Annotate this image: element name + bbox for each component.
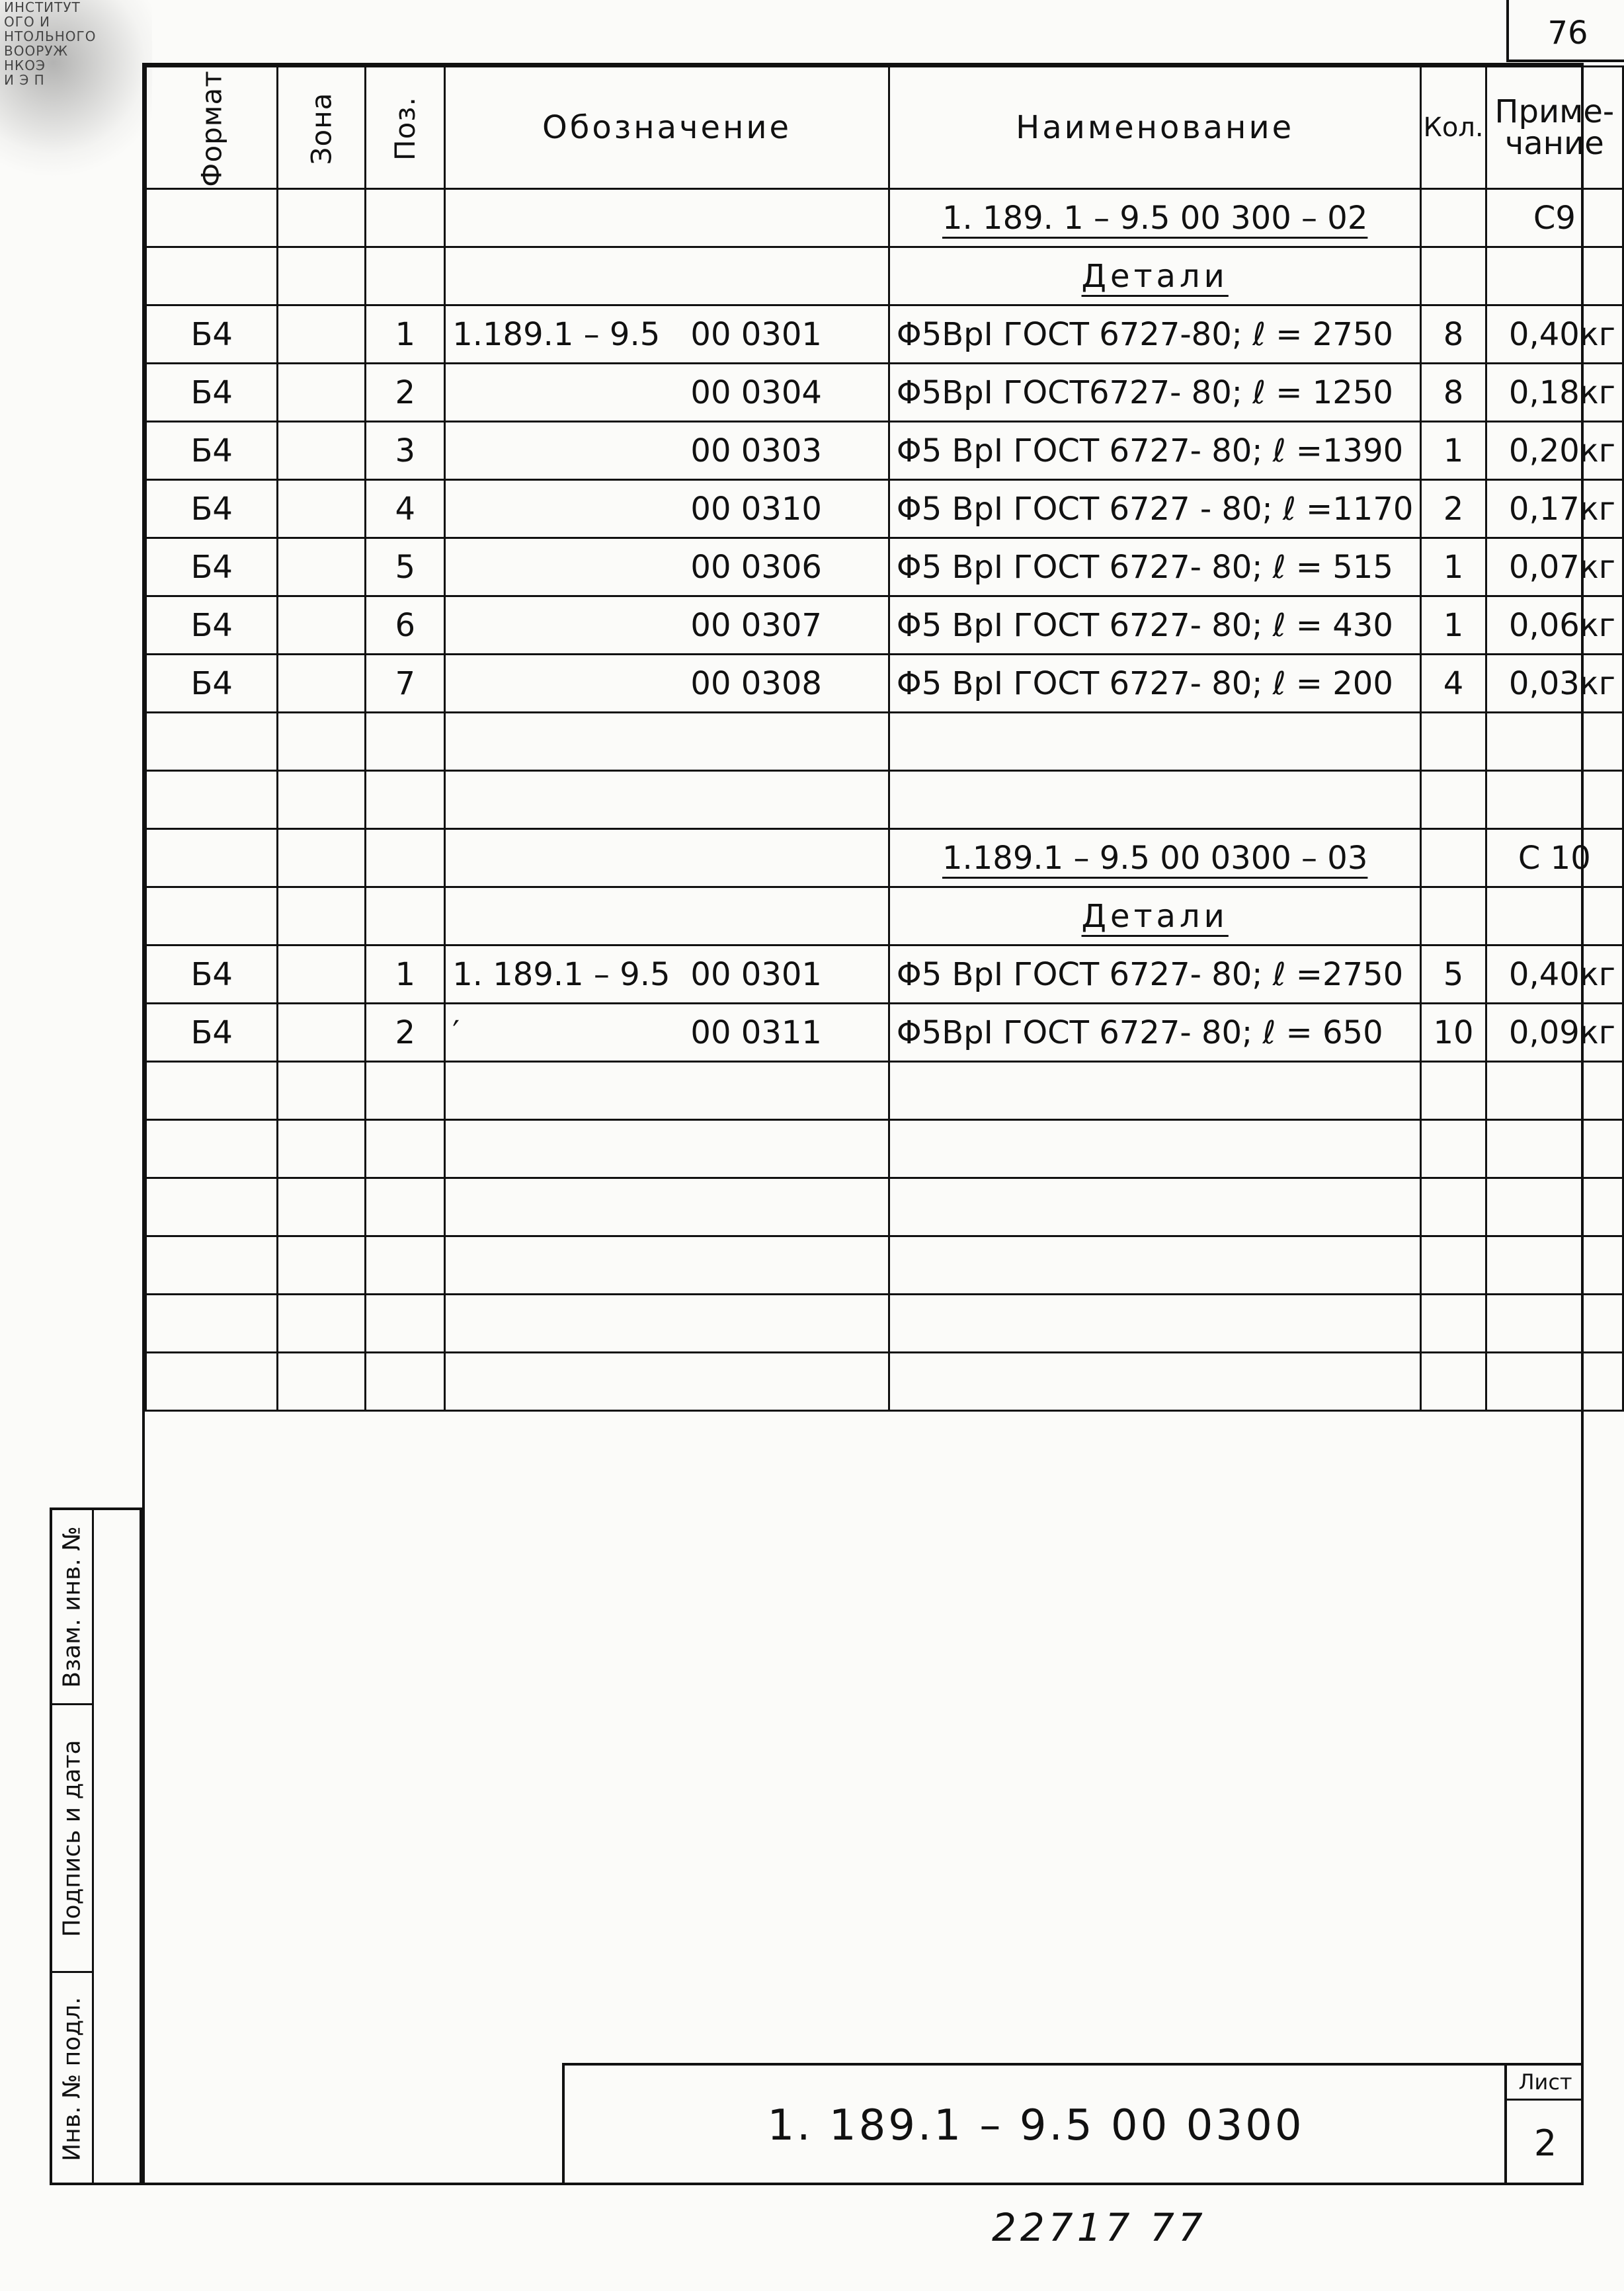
cell-designation: [445, 189, 889, 247]
table-row: [146, 1004, 1623, 1062]
cell-designation: [445, 364, 889, 422]
cell-designation: [445, 713, 889, 771]
sheet-value: 2: [1533, 2122, 1557, 2164]
table-row: [146, 1353, 1623, 1411]
cell-designation: [445, 771, 889, 829]
designation-number: 00 0310: [690, 490, 822, 528]
cell-designation: [445, 655, 889, 713]
table-row: [146, 771, 1623, 829]
cell-zone: [278, 1178, 366, 1236]
cell-note: 0,20кг: [1486, 422, 1623, 480]
section-title: Детали: [1081, 897, 1229, 935]
cell-format: Б4: [146, 945, 278, 1004]
item-name: Φ5ВрI ГОСТ6727- 80; ℓ = 1250: [896, 374, 1393, 411]
stamp-line: ОГО И: [4, 14, 50, 30]
cell-format: [146, 1236, 278, 1295]
side-stamp-block: [50, 1507, 142, 2185]
cell-format: Б4: [146, 1004, 278, 1062]
table-row: [146, 1062, 1623, 1120]
item-name: Φ5 ВрI ГОСТ 6727 - 80; ℓ =1170: [896, 490, 1414, 528]
designation-number: 00 0301: [690, 955, 822, 993]
designation-number: 00 0304: [690, 374, 822, 411]
cell-designation: [445, 1353, 889, 1411]
side-label-inv-orig: Инв. № подл.: [58, 1997, 86, 2161]
cell-zone: [278, 1120, 366, 1178]
header-format-label: Формат: [195, 70, 228, 187]
table-row: [146, 945, 1623, 1004]
cell-pos: [366, 887, 445, 945]
header-format: [146, 67, 278, 189]
cell-name: [889, 655, 1421, 713]
cell-zone: [278, 1236, 366, 1295]
designation-number: 00 0303: [690, 432, 822, 469]
header-note: Приме-чание: [1486, 67, 1623, 189]
cell-designation: [445, 247, 889, 305]
cell-note: 0,40кг: [1486, 305, 1623, 364]
cell-pos: 1: [366, 945, 445, 1004]
cell-zone: [278, 655, 366, 713]
designation-wrap: [452, 1014, 881, 1051]
cell-format: [146, 1295, 278, 1353]
cell-pos: 7: [366, 655, 445, 713]
cell-zone: [278, 189, 366, 247]
side-cell-sign-date: [52, 1705, 92, 1973]
cell-format: [146, 189, 278, 247]
cell-name: [889, 189, 1421, 247]
cell-name: [889, 480, 1421, 538]
cell-qty: [1421, 713, 1486, 771]
stamp-line: ИНСТИТУТ: [4, 0, 81, 15]
cell-qty: 8: [1421, 364, 1486, 422]
cell-format: [146, 1353, 278, 1411]
cell-qty: [1421, 829, 1486, 887]
cell-note: [1486, 1236, 1623, 1295]
cell-qty: [1421, 189, 1486, 247]
cell-qty: 1: [1421, 596, 1486, 655]
cell-zone: [278, 596, 366, 655]
cell-name: [889, 1004, 1421, 1062]
designation-number: 00 0301: [690, 315, 822, 353]
designation-wrap: [452, 549, 881, 586]
side-cell-inv-orig: [52, 1973, 92, 2185]
cell-note: С9: [1486, 189, 1623, 247]
cell-name: [889, 771, 1421, 829]
cell-note: [1486, 1353, 1623, 1411]
cell-note: [1486, 247, 1623, 305]
table-row: [146, 596, 1623, 655]
cell-format: [146, 247, 278, 305]
cell-designation: [445, 422, 889, 480]
designation-wrap: [452, 432, 881, 469]
cell-name: [889, 1295, 1421, 1353]
cell-qty: [1421, 247, 1486, 305]
table-row: [146, 887, 1623, 945]
designation-number: 00 0307: [690, 606, 822, 644]
cell-qty: [1421, 1178, 1486, 1236]
cell-name: [889, 596, 1421, 655]
cell-pos: [366, 829, 445, 887]
cell-zone: [278, 829, 366, 887]
stamp-line: ВООРУЖ: [4, 43, 68, 59]
document-code: 1. 189.1 – 9.5 00 0300: [767, 2101, 1305, 2150]
cell-name: [889, 1236, 1421, 1295]
cell-note: [1486, 1178, 1623, 1236]
designation-wrap: [452, 374, 881, 411]
cell-format: [146, 887, 278, 945]
cell-note: 0,03кг: [1486, 655, 1623, 713]
cell-pos: [366, 1178, 445, 1236]
cell-format: Б4: [146, 596, 278, 655]
header-zone: [278, 67, 366, 189]
designation-wrap: [452, 607, 881, 644]
cell-qty: [1421, 1353, 1486, 1411]
cell-format: [146, 1062, 278, 1120]
cell-note: 0,09кг: [1486, 1004, 1623, 1062]
section-title: Детали: [1081, 257, 1229, 295]
cell-qty: [1421, 1120, 1486, 1178]
sheet-label: Лист: [1507, 2066, 1584, 2101]
specification-table: [145, 65, 1624, 1412]
cell-note: 0,17кг: [1486, 480, 1623, 538]
cell-zone: [278, 887, 366, 945]
cell-qty: 4: [1421, 655, 1486, 713]
cell-note: 0,40кг: [1486, 945, 1623, 1004]
cell-pos: [366, 1295, 445, 1353]
archive-stamp: [0, 0, 152, 179]
cell-pos: [366, 1062, 445, 1120]
cell-note: 0,18кг: [1486, 364, 1623, 422]
cell-format: [146, 713, 278, 771]
cell-pos: [366, 1120, 445, 1178]
table-row: [146, 364, 1623, 422]
cell-qty: [1421, 1236, 1486, 1295]
designation-prefix: ′: [452, 1014, 460, 1051]
cell-name: [889, 364, 1421, 422]
cell-zone: [278, 480, 366, 538]
table-row: [146, 829, 1623, 887]
designation-wrap: [452, 491, 881, 528]
cell-designation: [445, 538, 889, 596]
designation-prefix: 1.189.1 – 9.5: [452, 315, 661, 353]
cell-name: [889, 1353, 1421, 1411]
cell-note: [1486, 887, 1623, 945]
cell-pos: [366, 1236, 445, 1295]
stamp-line: НТОЛЬНОГО: [4, 28, 97, 44]
header-pos: [366, 67, 445, 189]
cell-qty: [1421, 887, 1486, 945]
cell-name: [889, 829, 1421, 887]
cell-pos: 2: [366, 1004, 445, 1062]
cell-note: С 10: [1486, 829, 1623, 887]
cell-format: [146, 1178, 278, 1236]
cell-format: [146, 829, 278, 887]
table-row: [146, 189, 1623, 247]
cell-zone: [278, 364, 366, 422]
sheet-box: [1504, 2066, 1584, 2185]
cell-note: [1486, 713, 1623, 771]
cell-format: Б4: [146, 364, 278, 422]
group-designation: 1. 189. 1 – 9.5 00 300 – 02: [942, 199, 1368, 237]
cell-name: [889, 713, 1421, 771]
cell-designation: [445, 480, 889, 538]
cell-format: Б4: [146, 655, 278, 713]
cell-name: [889, 305, 1421, 364]
cell-designation: [445, 887, 889, 945]
header-designation: Обозначение: [445, 67, 889, 189]
cell-designation: [445, 1295, 889, 1353]
cell-zone: [278, 771, 366, 829]
cell-note: 0,06кг: [1486, 596, 1623, 655]
cell-zone: [278, 538, 366, 596]
designation-prefix: 1. 189.1 – 9.5: [452, 955, 670, 993]
cell-pos: 5: [366, 538, 445, 596]
cell-format: Б4: [146, 422, 278, 480]
cell-designation: [445, 1120, 889, 1178]
designation-wrap: [452, 956, 881, 993]
cell-pos: [366, 189, 445, 247]
cell-qty: 8: [1421, 305, 1486, 364]
cell-name: [889, 422, 1421, 480]
designation-number: 00 0306: [690, 548, 822, 586]
corner-sheet-number-box: [1506, 0, 1624, 62]
cell-note: [1486, 1120, 1623, 1178]
cell-name: [889, 945, 1421, 1004]
cell-zone: [278, 945, 366, 1004]
cell-zone: [278, 1062, 366, 1120]
cell-qty: [1421, 771, 1486, 829]
cell-zone: [278, 247, 366, 305]
designation-wrap: [452, 316, 881, 353]
cell-format: Б4: [146, 305, 278, 364]
cell-designation: [445, 829, 889, 887]
side-label-replace-inv: Взам. инв. №: [58, 1525, 86, 1688]
cell-note: 0,07кг: [1486, 538, 1623, 596]
cell-designation: [445, 1178, 889, 1236]
cell-pos: 2: [366, 364, 445, 422]
header-name: Наименование: [889, 67, 1421, 189]
table-row: [146, 1236, 1623, 1295]
item-name: Φ5ВрI ГОСТ 6727-80; ℓ = 2750: [896, 315, 1393, 353]
table-header-row: [146, 67, 1623, 189]
item-name: Φ5 ВрI ГОСТ 6727- 80; ℓ =1390: [896, 432, 1404, 469]
cell-zone: [278, 305, 366, 364]
cell-pos: 3: [366, 422, 445, 480]
cell-name: [889, 1120, 1421, 1178]
cell-format: Б4: [146, 480, 278, 538]
table-row: [146, 1295, 1623, 1353]
cell-zone: [278, 713, 366, 771]
cell-note: [1486, 771, 1623, 829]
cell-pos: [366, 1353, 445, 1411]
cell-format: [146, 1120, 278, 1178]
table-row: [146, 422, 1623, 480]
cell-qty: 1: [1421, 422, 1486, 480]
side-cell-replace-inv: [52, 1510, 92, 1705]
cell-zone: [278, 422, 366, 480]
cell-note: [1486, 1062, 1623, 1120]
cell-qty: 2: [1421, 480, 1486, 538]
cell-pos: [366, 771, 445, 829]
side-label-column: [52, 1510, 94, 2183]
cell-pos: 1: [366, 305, 445, 364]
cell-note: [1486, 1295, 1623, 1353]
cell-qty: [1421, 1062, 1486, 1120]
cell-zone: [278, 1004, 366, 1062]
cell-name: [889, 247, 1421, 305]
item-name: Φ5 ВрI ГОСТ 6727- 80; ℓ = 200: [896, 664, 1393, 702]
table-row: [146, 480, 1623, 538]
item-name: Φ5 ВрI ГОСТ 6727- 80; ℓ = 515: [896, 548, 1393, 586]
header-qty: Кол.: [1421, 67, 1486, 189]
side-label-sign-date: Подпись и дата: [58, 1739, 86, 1937]
table-row: [146, 1120, 1623, 1178]
cell-designation: [445, 596, 889, 655]
cell-pos: [366, 713, 445, 771]
cell-name: [889, 1062, 1421, 1120]
stamp-line: И Э П: [4, 72, 45, 88]
cell-pos: [366, 247, 445, 305]
cell-format: [146, 771, 278, 829]
group-designation: 1.189.1 – 9.5 00 0300 – 03: [942, 839, 1368, 877]
cell-designation: [445, 1062, 889, 1120]
cell-zone: [278, 1295, 366, 1353]
table-row: [146, 655, 1623, 713]
corner-sheet-number: 76: [1547, 15, 1588, 52]
cell-pos: 6: [366, 596, 445, 655]
table-row: [146, 713, 1623, 771]
designation-number: 00 0311: [690, 1014, 822, 1051]
cell-name: [889, 887, 1421, 945]
table-row: [146, 538, 1623, 596]
cell-designation: [445, 1236, 889, 1295]
archive-number: 22717 77: [992, 2205, 1207, 2250]
header-pos-label: Поз.: [389, 97, 422, 161]
designation-wrap: [452, 665, 881, 702]
cell-qty: 5: [1421, 945, 1486, 1004]
header-zone-label: Зона: [305, 92, 338, 165]
designation-number: 00 0308: [690, 664, 822, 702]
table-row: [146, 247, 1623, 305]
cell-designation: [445, 1004, 889, 1062]
stamp-line: НКОЭ: [4, 58, 46, 73]
cell-format: Б4: [146, 538, 278, 596]
cell-designation: [445, 305, 889, 364]
item-name: Φ5 ВрI ГОСТ 6727- 80; ℓ = 430: [896, 606, 1393, 644]
cell-qty: [1421, 1295, 1486, 1353]
cell-designation: [445, 945, 889, 1004]
item-name: Φ5 ВрI ГОСТ 6727- 80; ℓ =2750: [896, 955, 1404, 993]
cell-qty: 1: [1421, 538, 1486, 596]
cell-zone: [278, 1353, 366, 1411]
cell-pos: 4: [366, 480, 445, 538]
cell-qty: 10: [1421, 1004, 1486, 1062]
item-name: Φ5ВрI ГОСТ 6727- 80; ℓ = 650: [896, 1014, 1383, 1051]
title-block: [562, 2063, 1584, 2185]
cell-name: [889, 538, 1421, 596]
table-row: [146, 1178, 1623, 1236]
table-row: [146, 305, 1623, 364]
cell-name: [889, 1178, 1421, 1236]
